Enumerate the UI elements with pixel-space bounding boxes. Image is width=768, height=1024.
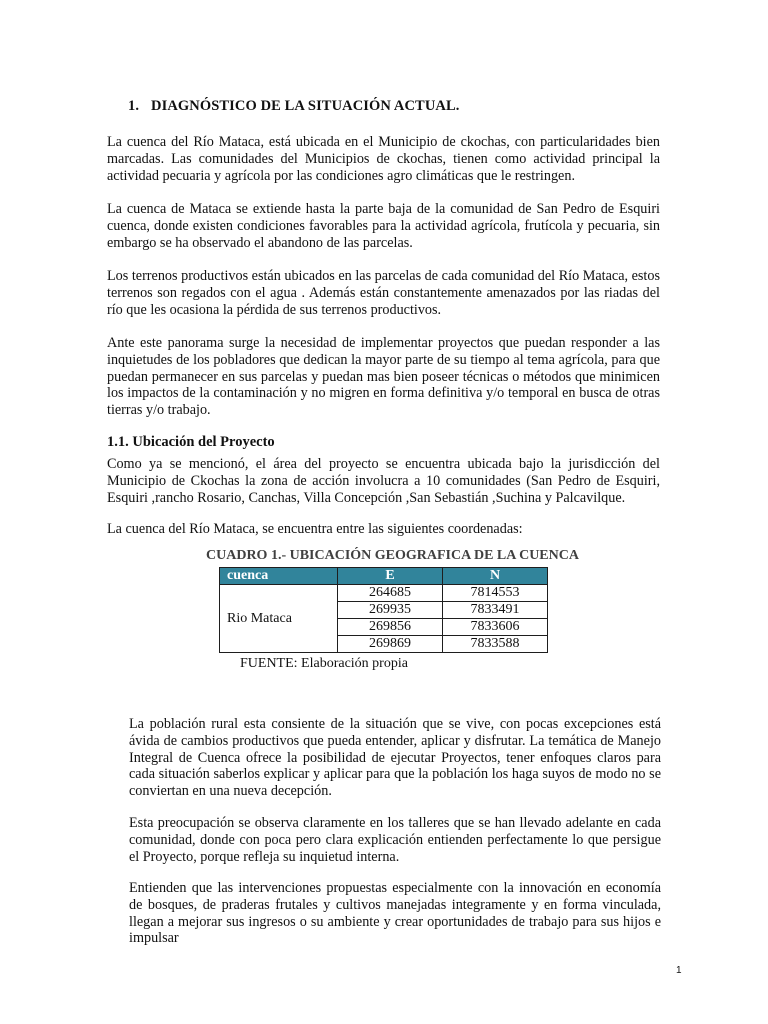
paragraph-3: Los terrenos productivos están ubicados en las parcelas de cada comunidad del Río Mataca, estos terrenos son regados con el agua . Además están constantemente amenazados por las riadas del río que les ocasiona la pérdida de sus terrenos productivos. — [107, 268, 660, 318]
table-source: FUENTE: Elaboración propia — [240, 656, 408, 671]
subsection-paragraph-2: La cuenca del Río Mataca, se encuentra entre las siguientes coordenadas: — [107, 521, 523, 537]
header-n: N — [443, 568, 548, 585]
table-row — [220, 585, 548, 602]
closing-paragraph-1: La población rural esta consiente de la situación que se vive, con pocas excepciones está ávida de cambios productivos que pueda entender, aplicar y disfrutar. La temática de Manejo Integral de Cuenca ofrece la posibilidad de ejecutar Proyectos, tener enfoques claros para cada situación saberlos explicar y aplicar para que la población los haga suyos de modo no se conviertan en una nueva decepción. — [129, 716, 661, 800]
section-number: 1. — [128, 98, 140, 114]
cell-n: 7814553 — [443, 585, 548, 602]
closing-paragraph-3: Entienden que las intervenciones propuestas especialmente con la innovación en economía de bosques, de praderas frutales y cultivos manejadas integramente y en forma vinculada, llegan a mejorar sus ingresos o su ambiente y crear oportunidades de trabajo para sus hijos e impulsar — [129, 880, 661, 947]
section-title: DIAGNÓSTICO DE LA SITUACIÓN ACTUAL. — [151, 98, 460, 114]
paragraph-4: Ante este panorama surge la necesidad de implementar proyectos que puedan responder a las inquietudes de los pobladores que dedican la mayor parte de su tiempo al tema agrícola, para que puedan permanecer en sus parcelas y puedan mas bien poseer técnicas o métodos que minimicen los impactos de la contaminación y no migren en forma definitiva y/o temporal en busca de otras tierras y/o trabajo. — [107, 335, 660, 419]
page-number: 1 — [676, 965, 682, 976]
closing-paragraph-2: Esta preocupación se observa claramente en los talleres que se han llevado adelante en cada comunidad, donde con poca pero clara explicación entienden perfectamente lo que persigue el Proyecto, porque refleja su inquietud interna. — [129, 815, 661, 865]
table-title: CUADRO 1.- UBICACIÓN GEOGRAFICA DE LA CUENCA — [206, 548, 579, 563]
subsection-paragraph-1: Como ya se mencionó, el área del proyecto se encuentra ubicada bajo la jurisdicción del Municipio de Ckochas la zona de acción involucra a 10 comunidades (San Pedro de Esquiri, Esquiri ,rancho Rosario, Canchas, Villa Concepción ,San Sebastián ,Suchina y Palcavilque. — [107, 456, 660, 506]
table-header-row — [220, 568, 548, 585]
section-heading — [128, 98, 459, 115]
cell-n: 7833606 — [443, 619, 548, 636]
header-e: E — [338, 568, 443, 585]
cell-e: 269935 — [338, 602, 443, 619]
paragraph-2: La cuenca de Mataca se extiende hasta la parte baja de la comunidad de San Pedro de Esquiri cuenca, donde existen condiciones favorables para la actividad agrícola, frutícola y pecuaria, sin embargo se ha observado el abandono de las parcelas. — [107, 201, 660, 251]
cell-e: 264685 — [338, 585, 443, 602]
paragraph-1: La cuenca del Río Mataca, está ubicada en el Municipio de ckochas, con particularidades bien marcadas. Las comunidades del Municipios de ckochas, tienen como actividad principal la actividad pecuaria y agrícola por las condiciones agro climáticas que le restringen. — [107, 134, 660, 184]
basin-name: Rio Mataca — [220, 585, 338, 653]
cell-n: 7833491 — [443, 602, 548, 619]
cell-e: 269869 — [338, 636, 443, 653]
cell-n: 7833588 — [443, 636, 548, 653]
header-cuenca: cuenca — [220, 568, 338, 585]
cell-e: 269856 — [338, 619, 443, 636]
subsection-title: 1.1. Ubicación del Proyecto — [107, 434, 275, 450]
coordinates-table — [219, 567, 548, 653]
